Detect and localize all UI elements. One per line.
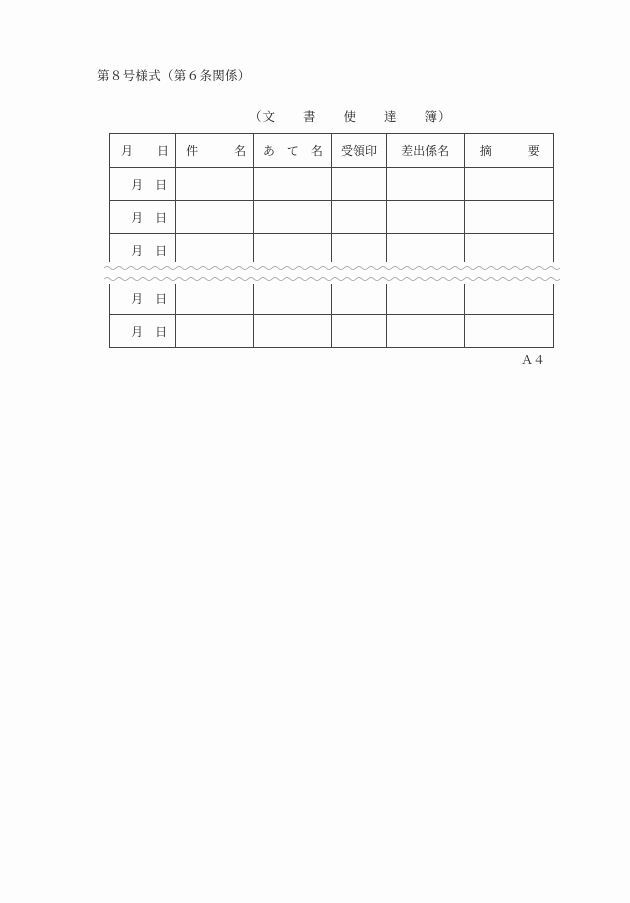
date-cell: 月 日	[110, 201, 176, 234]
addressee-cell	[254, 201, 332, 234]
addressee-cell	[254, 168, 332, 201]
header-sender-section: 差出係名	[386, 134, 464, 168]
subject-cell	[176, 168, 254, 201]
sender-section-cell	[386, 282, 464, 315]
remarks-cell	[464, 201, 553, 234]
table-row	[110, 168, 554, 201]
date-cell: 月 日	[110, 315, 176, 348]
header-addressee: あ て 名	[254, 134, 332, 168]
document-title: （文 書 使 達 簿）	[249, 109, 452, 124]
remarks-cell	[464, 282, 553, 315]
sender-section-cell	[386, 168, 464, 201]
remarks-cell	[464, 315, 553, 348]
header-receipt-seal: 受領印	[332, 134, 386, 168]
receipt-seal-cell	[332, 168, 386, 201]
table-row	[110, 282, 554, 315]
subject-cell	[176, 315, 254, 348]
table-break-mark	[104, 262, 560, 284]
table-row	[110, 201, 554, 234]
header-remarks: 摘 要	[464, 134, 553, 168]
sender-section-cell	[386, 201, 464, 234]
paper-size-label: Ａ４	[521, 353, 546, 367]
date-cell: 月 日	[110, 282, 176, 315]
date-cell: 月 日	[110, 168, 176, 201]
header-date: 月 日	[110, 134, 176, 168]
sender-section-cell	[386, 315, 464, 348]
addressee-cell	[254, 282, 332, 315]
subject-cell	[176, 282, 254, 315]
date-cell: 月 日	[110, 234, 176, 267]
table-header-row	[110, 134, 554, 168]
remarks-cell	[464, 168, 553, 201]
receipt-seal-cell	[332, 315, 386, 348]
receipt-seal-cell	[332, 282, 386, 315]
subject-cell	[176, 201, 254, 234]
table-row	[110, 315, 554, 348]
form-number: 第８号様式（第６条関係）	[97, 68, 251, 83]
addressee-cell	[254, 315, 332, 348]
header-subject: 件 名	[176, 134, 254, 168]
ledger-table	[109, 133, 554, 348]
wavy-break-lines	[104, 262, 560, 284]
receipt-seal-cell	[332, 201, 386, 234]
ledger-table-wrapper	[109, 133, 554, 348]
